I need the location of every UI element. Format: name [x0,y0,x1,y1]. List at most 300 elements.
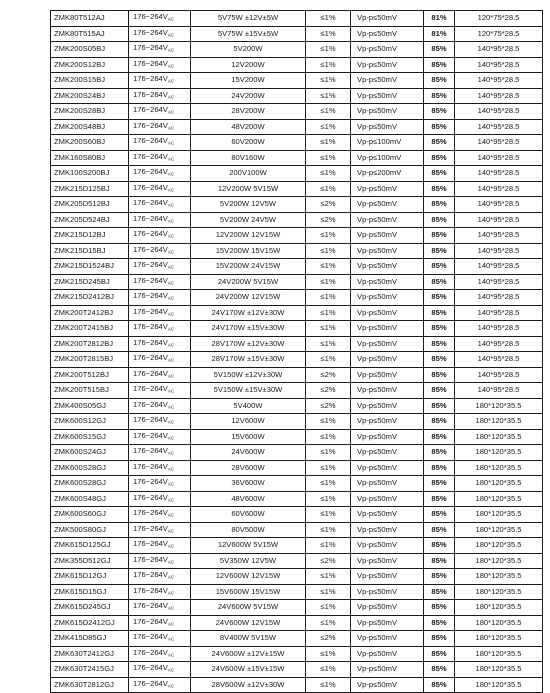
dimensions-cell-text: 140*95*28.5 [477,168,520,178]
table-row [51,367,543,383]
dimensions-cell-text: 140*95*28.5 [477,276,520,286]
efficiency-cell [424,150,455,166]
output-cell-text: 15V200W [231,75,265,85]
dimensions-cell [455,305,543,321]
input-range-unit: AC [167,218,175,223]
table-row [51,553,543,569]
dimensions-cell-text: 140*95*28.5 [477,292,520,302]
regulation-cell [306,522,351,538]
input-range-cell-text: 176~264V [133,570,168,579]
table-row [51,631,543,647]
dimensions-cell-text: 140*95*28.5 [477,59,520,69]
regulation-cell-text: ≤1% [320,292,336,302]
input-range-cell [129,538,191,554]
efficiency-cell-text: 85% [431,307,447,317]
model-cell-text: ZMK615D2412GJ [54,617,115,627]
output-cell-text: 5V200W 12V5W [219,199,277,209]
input-range-cell-text: 176~264V [133,399,168,409]
model-cell [51,166,129,182]
input-range-unit: AC [167,605,175,611]
ripple-cell [351,181,424,197]
ripple-cell-text: Vp-p≤50mV [357,338,398,348]
ripple-cell [351,677,424,693]
model-cell [51,414,129,430]
output-cell [191,553,306,569]
input-range-cell [129,57,191,73]
efficiency-cell [424,166,455,182]
model-cell [51,197,129,213]
model-cell-text: ZMK200S05BJ [54,44,106,54]
input-range-unit: AC [167,63,175,68]
model-cell-text: ZMK630T2412GJ [54,648,114,658]
output-cell [191,569,306,585]
regulation-cell-text: ≤1% [320,13,336,23]
output-cell-text: 12V600W 12V15W [215,571,281,581]
ripple-cell [351,290,424,306]
ripple-cell [351,522,424,538]
regulation-cell [306,646,351,662]
ripple-cell [351,212,424,228]
model-cell [51,352,129,368]
model-cell [51,507,129,523]
model-cell-text: ZMK615D125GJ [54,540,111,550]
efficiency-cell-text: 85% [431,245,447,255]
ripple-cell [351,507,424,523]
ripple-cell-text: Vp-p≤50mV [357,245,398,255]
dimensions-cell-text: 180*120*35.5 [475,617,522,627]
input-range-cell [129,42,191,58]
regulation-cell [306,11,351,27]
efficiency-cell [424,600,455,616]
regulation-cell [306,569,351,585]
table-row [51,212,543,228]
table-row [51,26,543,42]
regulation-cell [306,212,351,228]
input-range-cell [129,507,191,523]
ripple-cell-text: Vp-p≤50mV [357,323,398,333]
input-range-unit: AC [167,264,175,270]
model-cell [51,491,129,507]
model-cell-text: ZMK615D12GJ [54,571,107,581]
output-cell-text: 15V200W 24V15W [215,261,281,271]
output-cell [191,600,306,616]
dimensions-cell-text: 180*120*35.5 [475,447,522,457]
ripple-cell [351,57,424,73]
input-range-unit: AC [167,466,175,471]
ripple-cell-text: Vp-p≤50mV [357,90,398,100]
efficiency-cell-text: 85% [431,354,447,364]
dimensions-cell-text: 120*75*28.5 [477,13,520,23]
input-range-cell [129,336,191,352]
regulation-cell [306,538,351,554]
dimensions-cell-text: 140*95*28.5 [477,75,520,85]
dimensions-cell-text: 180*120*35.5 [475,462,522,472]
dimensions-cell-text: 140*95*28.5 [477,385,520,395]
regulation-cell-text: ≤1% [320,323,336,333]
dimensions-cell [455,398,543,414]
efficiency-cell [424,553,455,569]
input-range-cell-text: 176~264V [133,368,168,378]
regulation-cell-text: ≤1% [320,75,336,85]
model-cell-text: ZMK600S28GJ [54,478,106,488]
regulation-cell-text: ≤1% [320,44,336,54]
input-range-cell-text: 176~264V [133,136,168,145]
ripple-cell-text: Vp-p≤50mV [357,183,398,193]
ripple-cell-text: Vp-p≤50mV [357,571,398,581]
output-cell-text: 24V200W [231,90,265,100]
output-cell [191,491,306,507]
output-cell [191,57,306,73]
output-cell [191,367,306,383]
efficiency-cell-text: 85% [431,214,447,224]
ripple-cell-text: Vp-p≤50mV [357,617,398,627]
efficiency-cell [424,677,455,693]
dimensions-cell-text: 140*95*28.5 [477,90,520,100]
output-cell-text: 48V200W [231,121,265,131]
output-cell [191,42,306,58]
ripple-cell [351,197,424,213]
model-cell [51,677,129,693]
input-range-cell-text: 176~264V [133,229,168,238]
ripple-cell [351,491,424,507]
efficiency-cell [424,274,455,290]
output-cell-text: 5V400W [233,400,263,410]
dimensions-cell-text: 140*95*28.5 [477,230,520,240]
input-range-cell [129,259,191,275]
regulation-cell-text: ≤1% [320,230,336,240]
input-range-cell [129,522,191,538]
efficiency-cell-text: 81% [431,13,447,23]
output-cell-text: 24V600W ±15V±15W [211,664,285,674]
output-cell [191,197,306,213]
input-range-cell-text: 176~264V [133,632,168,641]
dimensions-cell-text: 140*95*28.5 [477,44,520,54]
ripple-cell [351,367,424,383]
output-cell-text: 24V170W ±15V±30W [211,323,285,333]
regulation-cell [306,584,351,600]
regulation-cell [306,460,351,476]
output-cell [191,615,306,631]
regulation-cell [306,491,351,507]
model-cell-text: ZMK355D512GJ [54,555,111,565]
efficiency-cell [424,135,455,151]
input-range-unit: AC [167,47,175,53]
dimensions-cell [455,88,543,104]
ripple-cell-text: Vp-p≤50mV [357,13,398,23]
model-cell [51,569,129,585]
ripple-cell [351,414,424,430]
output-cell [191,228,306,244]
efficiency-cell [424,584,455,600]
regulation-cell-text: ≤2% [320,385,336,395]
spec-table-sheet [50,10,542,693]
regulation-cell-text: ≤1% [320,106,336,116]
input-range-cell [129,584,191,600]
input-range-cell [129,460,191,476]
model-cell-text: ZMK200T2815BJ [54,354,114,364]
dimensions-cell-text: 140*95*28.5 [477,369,520,379]
output-cell-text: 24V600W [231,447,265,457]
model-cell-text: ZMK205D512BJ [54,199,110,209]
model-cell-text: ZMK630T2812GJ [54,679,114,689]
regulation-cell [306,662,351,678]
model-cell [51,57,129,73]
input-range-unit: AC [167,481,175,487]
input-range-cell-text: 176~264V [133,461,168,471]
efficiency-cell [424,662,455,678]
model-cell [51,321,129,337]
model-cell-text: ZMK80T515AJ [54,28,105,38]
dimensions-cell-text: 180*120*35.5 [475,555,522,565]
input-range-cell [129,553,191,569]
efficiency-cell [424,336,455,352]
efficiency-cell-text: 85% [431,447,447,457]
dimensions-cell [455,73,543,89]
model-cell [51,429,129,445]
efficiency-cell-text: 85% [431,168,447,178]
ripple-cell [351,104,424,120]
ripple-cell-text: Vp-p≤100mV [357,152,402,162]
ripple-cell [351,476,424,492]
dimensions-cell [455,11,543,27]
dimensions-cell [455,26,543,42]
efficiency-cell-text: 85% [431,462,447,472]
dimensions-cell [455,646,543,662]
output-cell [191,522,306,538]
regulation-cell [306,476,351,492]
ripple-cell-text: Vp-p≤50mV [357,478,398,488]
ripple-cell-text: Vp-p≤50mV [357,679,398,689]
ripple-cell [351,553,424,569]
regulation-cell [306,553,351,569]
ripple-cell [351,119,424,135]
ripple-cell [351,259,424,275]
dimensions-cell-text: 140*95*28.5 [477,121,520,131]
input-range-cell-text: 176~264V [133,151,168,161]
dimensions-cell-text: 180*120*35.5 [475,586,522,596]
efficiency-cell [424,305,455,321]
ripple-cell [351,228,424,244]
table-row [51,166,543,182]
input-range-unit: AC [167,528,175,533]
table-row [51,414,543,430]
dimensions-cell-text: 120*75*28.5 [477,28,520,38]
efficiency-cell [424,26,455,42]
efficiency-cell [424,398,455,414]
dimensions-cell-text: 180*120*35.5 [475,679,522,689]
model-cell [51,104,129,120]
ripple-cell-text: Vp-p≤50mV [357,28,398,38]
efficiency-cell-text: 85% [431,261,447,271]
output-cell-text: 12V600W 5V15W [217,540,279,550]
dimensions-cell [455,228,543,244]
efficiency-cell [424,414,455,430]
dimensions-cell [455,460,543,476]
efficiency-cell-text: 85% [431,633,447,643]
table-row [51,491,543,507]
output-cell-text: 15V600W [231,431,265,441]
dimensions-cell-text: 180*120*35.5 [475,493,522,503]
dimensions-cell [455,57,543,73]
efficiency-cell [424,42,455,58]
model-cell-text: ZMK600S28GJ [54,462,106,472]
efficiency-cell [424,104,455,120]
model-cell-text: ZMK215D2412BJ [54,292,114,302]
ripple-cell-text: Vp-p≤50mV [357,44,398,54]
regulation-cell [306,228,351,244]
table-row [51,135,543,151]
input-range-cell-text: 176~264V [133,43,168,52]
input-range-unit: AC [167,373,175,378]
table-row [51,615,543,631]
ripple-cell-text: Vp-p≤50mV [357,292,398,302]
input-range-unit: AC [167,652,175,657]
model-cell [51,538,129,554]
model-cell [51,290,129,306]
output-cell-text: 80V500W [231,524,265,534]
ripple-cell [351,135,424,151]
model-cell-text: ZMK600S24GJ [54,447,106,457]
model-cell [51,119,129,135]
dimensions-cell-text: 180*120*35.5 [475,602,522,612]
efficiency-cell-text: 85% [431,400,447,410]
output-cell [191,259,306,275]
regulation-cell [306,631,351,647]
input-range-unit: AC [167,16,175,22]
input-range-cell-text: 176~264V [133,291,168,300]
input-range-unit: AC [167,559,175,564]
efficiency-cell-text: 85% [431,90,447,100]
regulation-cell-text: ≤1% [320,137,336,147]
efficiency-cell [424,631,455,647]
input-range-unit: AC [167,295,175,301]
input-range-cell [129,212,191,228]
output-cell-text: 24V200W 5V15W [217,276,279,286]
regulation-cell [306,615,351,631]
output-cell-text: 60V200W [231,137,265,147]
efficiency-cell-text: 85% [431,385,447,395]
input-range-unit: AC [167,32,175,37]
input-range-cell-text: 176~264V [133,27,168,37]
input-range-cell-text: 176~264V [133,120,168,130]
output-cell [191,150,306,166]
input-range-cell-text: 176~264V [133,167,168,176]
table-row [51,104,543,120]
ripple-cell [351,398,424,414]
output-cell [191,181,306,197]
model-cell-text: ZMK600S15GJ [54,431,106,441]
efficiency-cell-text: 85% [431,121,447,131]
ripple-cell [351,321,424,337]
regulation-cell-text: ≤1% [320,447,336,457]
ripple-cell [351,42,424,58]
efficiency-cell [424,476,455,492]
model-cell-text: ZMK100S200BJ [54,168,110,178]
input-range-cell [129,166,191,182]
efficiency-cell [424,57,455,73]
model-cell-text: ZMK630T2415GJ [54,664,114,674]
efficiency-cell-text: 85% [431,602,447,612]
efficiency-cell [424,507,455,523]
efficiency-cell [424,88,455,104]
input-range-cell-text: 176~264V [133,198,168,207]
dimensions-cell [455,290,543,306]
dimensions-cell [455,476,543,492]
regulation-cell-text: ≤1% [320,478,336,488]
ripple-cell [351,274,424,290]
model-cell-text: ZMK215D12BJ [54,230,106,240]
efficiency-cell-text: 85% [431,478,447,488]
table-row [51,445,543,461]
input-range-unit: AC [167,125,175,130]
ripple-cell [351,662,424,678]
model-cell-text: ZMK200T2812BJ [54,338,114,348]
dimensions-cell-text: 140*95*28.5 [477,307,520,317]
output-cell-text: 28V600W [231,462,265,472]
input-range-unit: AC [167,590,175,595]
model-cell-text: ZMK215D245BJ [54,276,110,286]
ripple-cell [351,584,424,600]
output-cell-text: 5V150W ±12V±30W [213,369,283,379]
efficiency-cell-text: 85% [431,75,447,85]
regulation-cell [306,243,351,259]
output-cell-text: 60V600W [231,509,265,519]
dimensions-cell [455,522,543,538]
model-cell [51,150,129,166]
input-range-cell-text: 176~264V [133,306,168,316]
dimensions-cell [455,135,543,151]
input-range-cell [129,367,191,383]
ripple-cell-text: Vp-p≤50mV [357,276,398,286]
model-cell-text: ZMK600S60GJ [54,509,106,519]
regulation-cell-text: ≤2% [320,214,336,224]
input-range-cell [129,662,191,678]
ripple-cell-text: Vp-p≤50mV [357,586,398,596]
input-range-unit: AC [167,497,175,502]
regulation-cell-text: ≤1% [320,540,336,550]
dimensions-cell [455,615,543,631]
regulation-cell-text: ≤1% [320,509,336,519]
input-range-unit: AC [167,249,175,254]
model-cell-text: ZMK200S60BJ [54,137,106,147]
efficiency-cell [424,646,455,662]
model-cell-text: ZMK200S28BJ [54,106,106,116]
input-range-cell-text: 176~264V [133,678,168,688]
dimensions-cell-text: 140*95*28.5 [477,261,520,271]
input-range-cell [129,274,191,290]
ripple-cell-text: Vp-p≤50mV [357,648,398,658]
input-range-unit: AC [167,404,175,409]
ripple-cell-text: Vp-p≤50mV [357,307,398,317]
input-range-unit: AC [167,187,175,192]
ripple-cell [351,460,424,476]
regulation-cell-text: ≤1% [320,121,336,131]
output-cell-text: 5V150W ±15V±30W [213,385,283,395]
dimensions-cell [455,507,543,523]
input-range-unit: AC [167,156,175,161]
input-range-cell-text: 176~264V [133,601,168,610]
efficiency-cell [424,445,455,461]
input-range-cell [129,383,191,399]
ripple-cell-text: Vp-p≤50mV [357,462,398,472]
input-range-cell-text: 176~264V [133,182,168,192]
ripple-cell-text: Vp-p≤50mV [357,59,398,69]
efficiency-cell-text: 85% [431,183,447,193]
input-range-cell [129,646,191,662]
ripple-cell [351,243,424,259]
output-cell [191,352,306,368]
model-cell [51,631,129,647]
